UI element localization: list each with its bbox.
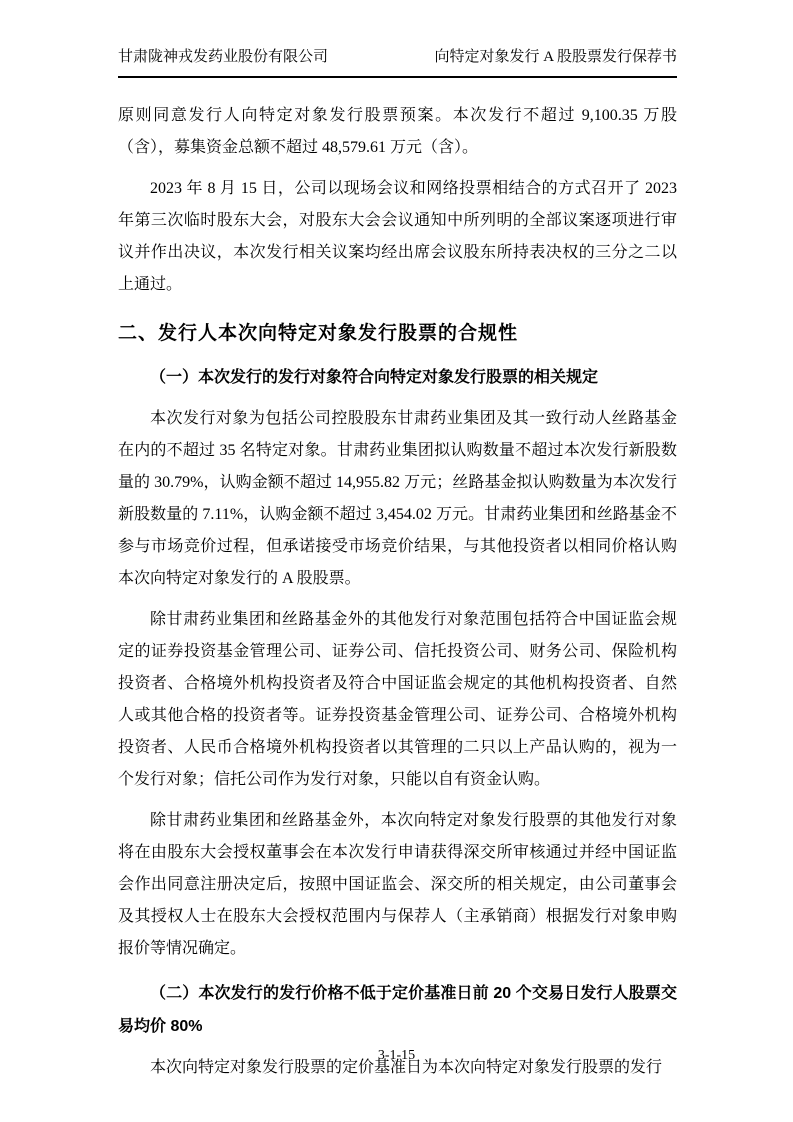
- header-company-name: 甘肃陇神戎发药业股份有限公司: [118, 49, 329, 65]
- heading-section-2: 二、发行人本次向特定对象发行股票的合规性: [118, 323, 519, 344]
- document-body: [118, 100, 677, 1084]
- paragraph-target-scope: 除甘肃药业集团和丝路基金外的其他发行对象范围包括符合中国证监会规定的证券投资基金管理公司、证券公司、信托投资公司、财务公司、保险机构投资者、合格境外机构投资者及符合中国证监会规定的其他机构投资者、自然人或其他合格的投资者等。证券投资基金管理公司、证券公司、合格境外机构投资者、人民币合格境外机构投资者以其管理的二只以上产品认购的，视为一个发行对象；信托公司作为发行对象，只能以自有资金认购。: [118, 611, 677, 788]
- page-header: [118, 46, 677, 78]
- paragraph-plan-continuation: 原则同意发行人向特定对象发行股票预案。本次发行不超过 9,100.35 万股（含），募集资金总额不超过 48,579.61 万元（含）。: [118, 107, 677, 156]
- paragraph-shareholder-meeting: 2023 年 8 月 15 日，公司以现场会议和网络投票相结合的方式召开了 2023 年第三次临时股东大会，对股东大会会议通知中所列明的全部议案逐项进行审议并作出决议，本次发行相关议案均经出席会议股东所持表决权的三分之二以上通过。: [118, 180, 677, 293]
- paragraph-other-targets-determination: 除甘肃药业集团和丝路基金外，本次向特定对象发行股票的其他发行对象将在由股东大会授权董事会在本次发行申请获得深交所审核通过并经中国证监会作出同意注册决定后，按照中国证监会、深交所的相关规定，由公司董事会及其授权人士在股东大会授权范围内与保荐人（主承销商）根据发行对象申购报价等情况确定。: [118, 812, 677, 957]
- heading-subsection-1: （一）本次发行的发行对象符合向特定对象发行股票的相关规定: [150, 369, 599, 386]
- paragraph-pricing-base-date: 本次向特定对象发行股票的定价基准日为本次向特定对象发行股票的发行: [150, 1059, 663, 1076]
- header-doc-title: 向特定对象发行 A 股股票发行保荐书: [434, 49, 677, 65]
- page-number: 3-1-15: [377, 1048, 416, 1063]
- heading-subsection-2: （二）本次发行的发行价格不低于定价基准日前 20 个交易日发行人股票交易均价 80%: [118, 985, 677, 1035]
- paragraph-issue-targets: 本次发行对象为包括公司控股股东甘肃药业集团及其一致行动人丝路基金在内的不超过 35 名特定对象。甘肃药业集团拟认购数量不超过本次发行新股数量的 30.79%，认购金额不超过 14,955.82 万元；丝路基金拟认购数量为本次发行新股数量的 7.11%，认购金额不超过 3,454.02 万元。甘肃药业集团和丝路基金不参与市场竞价过程，但承诺接受市场竞价结果，与其他投资者以相同价格认购本次向特定对象发行的 A 股股票。: [118, 410, 677, 587]
